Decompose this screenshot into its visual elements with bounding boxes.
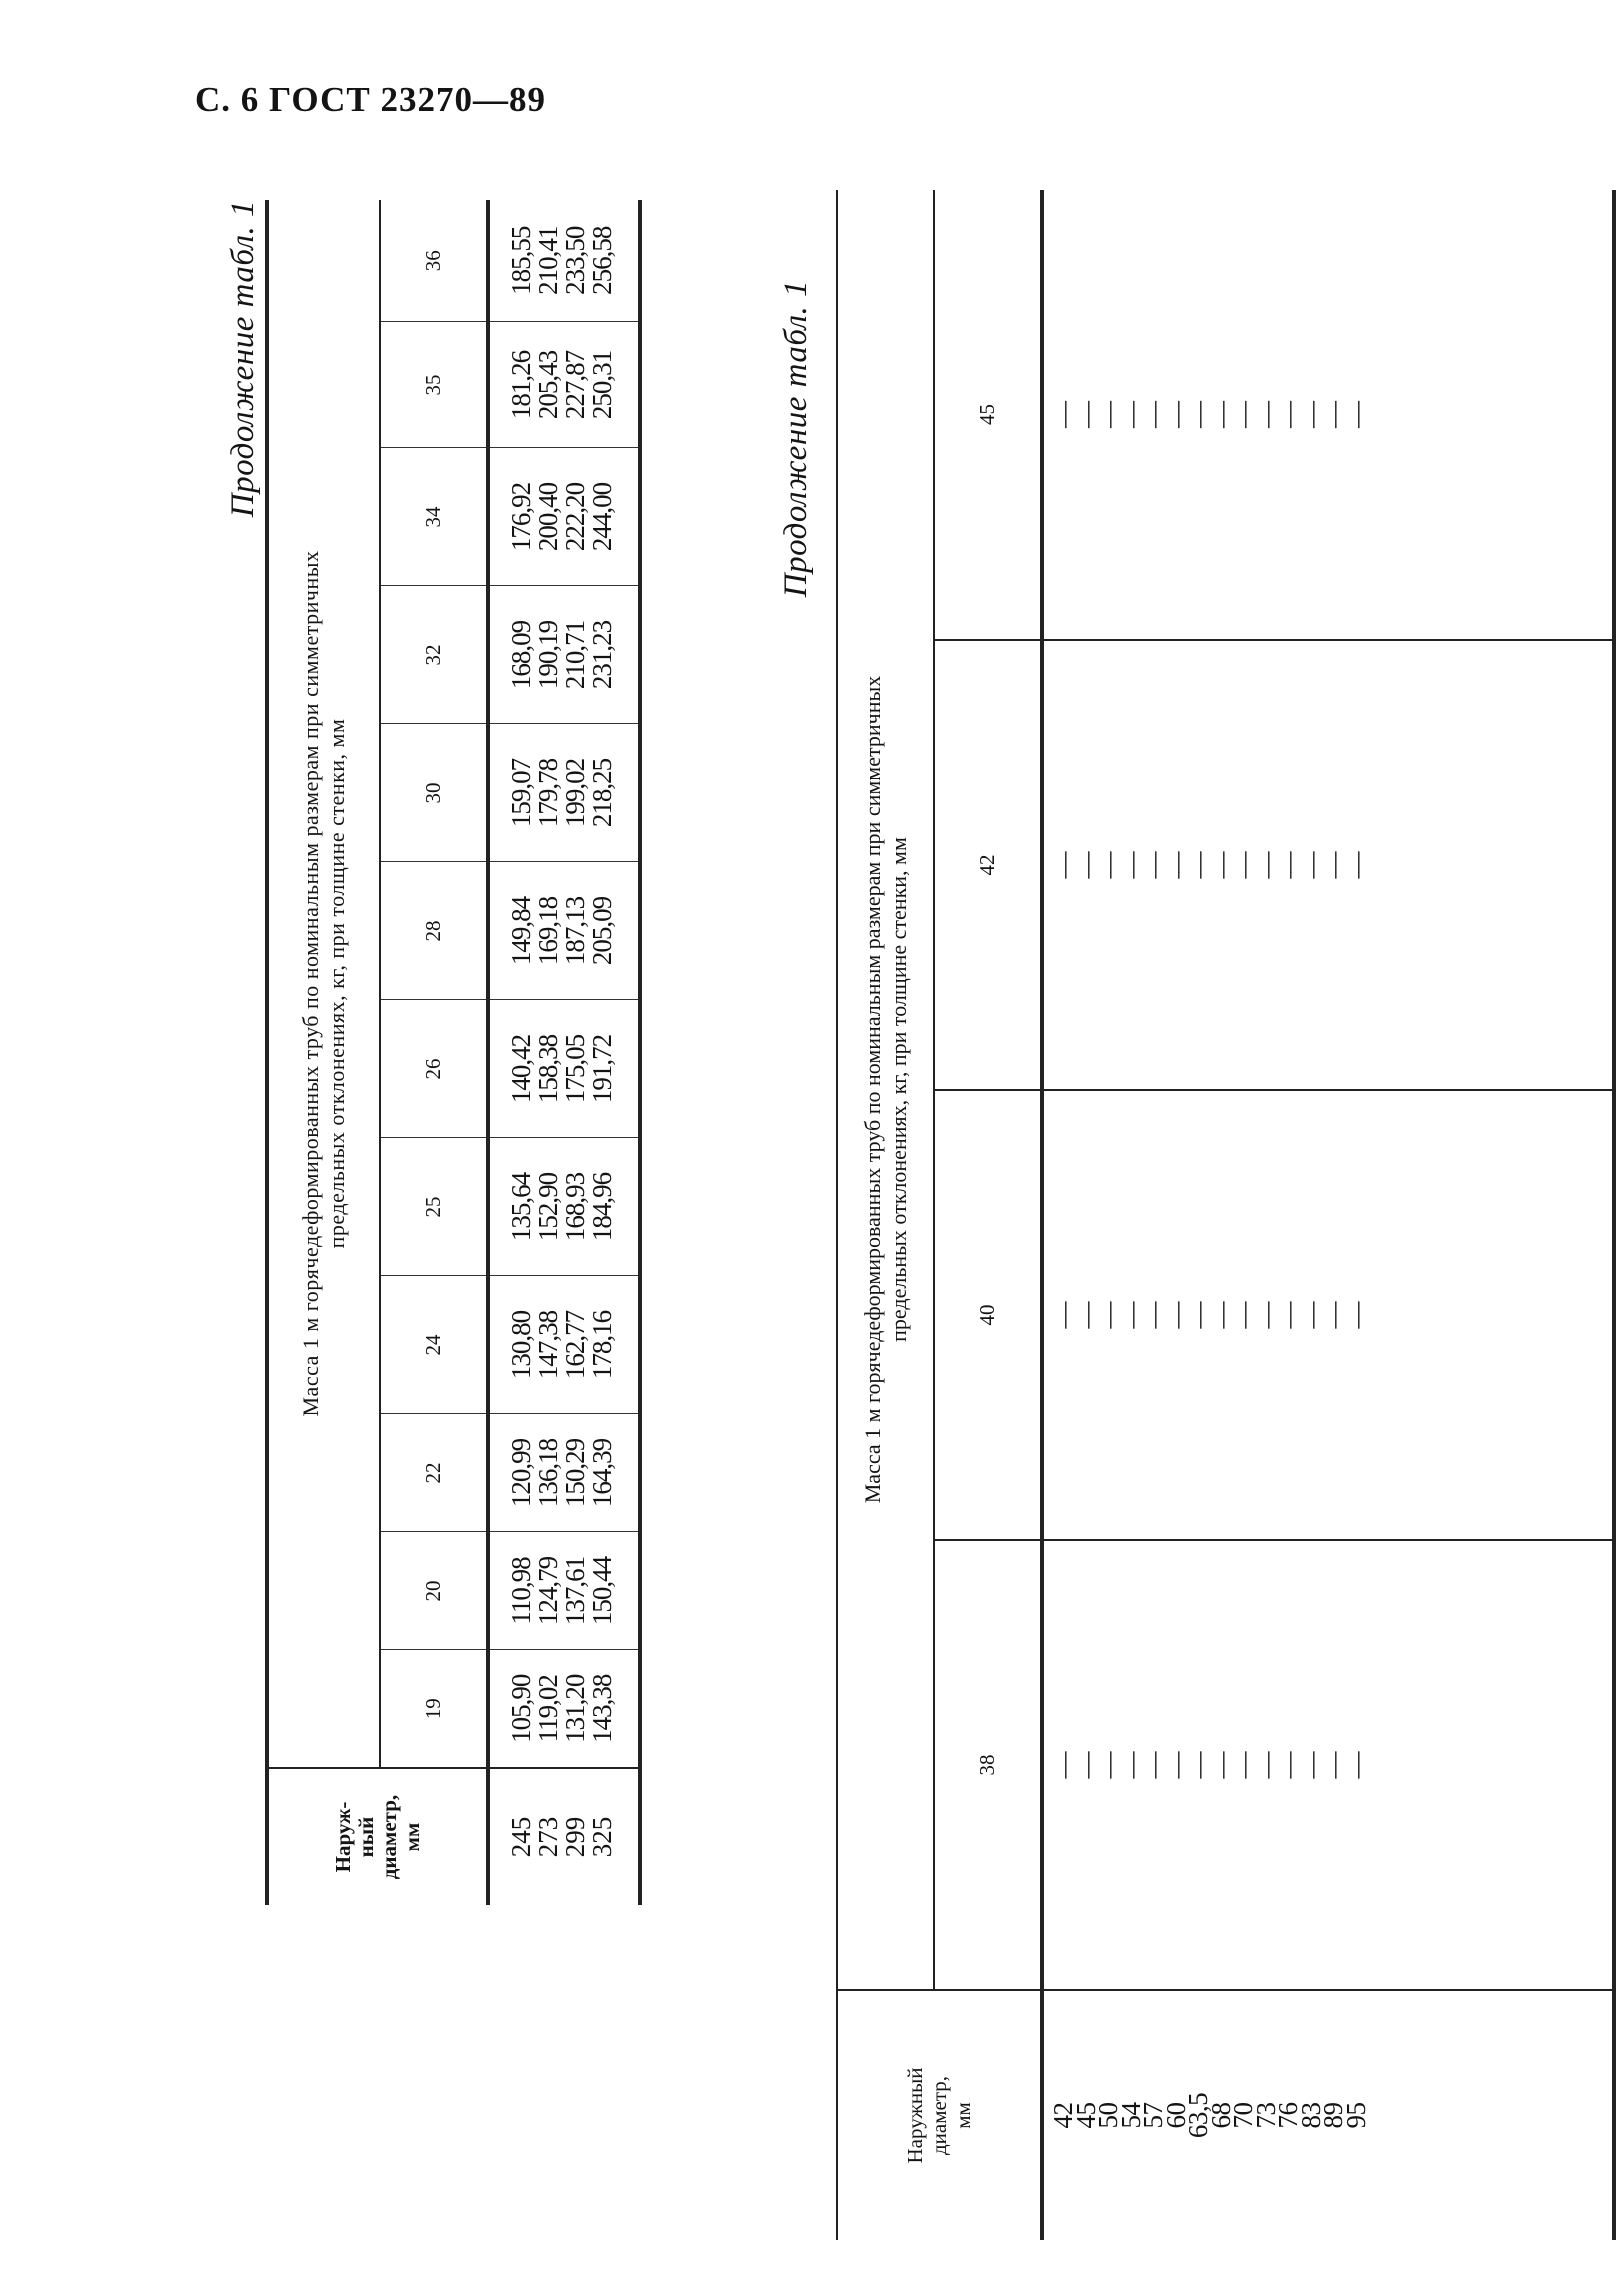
no-value-dash: — <box>1340 1301 1371 1329</box>
no-value-dash: — <box>1295 401 1326 428</box>
mass-value: 159,07 <box>506 758 536 828</box>
mass-cell <box>1044 1540 1614 1990</box>
diameter-value: 45 <box>1070 2102 1101 2129</box>
diameter-value: 68 <box>1205 2102 1236 2129</box>
mass-value: 200,40 <box>533 482 563 552</box>
mass-value: 105,90 <box>506 1674 536 1743</box>
no-value-dash: — <box>1250 1751 1281 1779</box>
diameter-value: 70 <box>1228 2102 1258 2129</box>
mass-value: 120,99 <box>506 1438 536 1508</box>
mass-value: 143,38 <box>587 1674 617 1743</box>
table-title: Масса 1 м горячедеформированных труб по номинальным размерам при симметричных предельных отклонениях, кг, при толщине стенки, мм <box>837 190 934 1990</box>
no-value-dash: — <box>1093 851 1123 879</box>
mass-value: 256,58 <box>587 226 617 295</box>
column-header: 32 <box>380 586 488 724</box>
no-value-dash: — <box>1273 401 1303 428</box>
no-value-dash: — <box>1138 401 1168 428</box>
mass-value: 191,72 <box>587 1034 617 1104</box>
diameter-value: 325 <box>587 1816 617 1858</box>
no-value-dash: — <box>1228 401 1258 428</box>
column-header: 19 <box>380 1650 488 1768</box>
mass-value: 164,39 <box>587 1438 617 1508</box>
mass-cell <box>488 200 640 322</box>
column-header: 40 <box>934 1090 1042 1540</box>
mass-value: 158,38 <box>533 1034 563 1104</box>
diameter-value: 83 <box>1295 2102 1326 2129</box>
mass-cell <box>488 1532 640 1650</box>
mass-value: 124,79 <box>533 1556 563 1626</box>
no-value-dash: — <box>1070 851 1101 879</box>
no-value-dash: — <box>1183 851 1213 879</box>
no-value-dash: — <box>1318 851 1348 879</box>
mass-value: 140,42 <box>506 1034 536 1104</box>
mass-value: 152,90 <box>533 1172 563 1242</box>
diameter-value: 60 <box>1160 2102 1191 2129</box>
no-value-dash: — <box>1183 1751 1213 1779</box>
mass-cell <box>488 1276 640 1414</box>
mass-cell <box>488 1650 640 1768</box>
diameter-value: 57 <box>1138 2102 1168 2129</box>
no-value-dash: — <box>1048 1301 1078 1329</box>
no-value-dash: — <box>1115 1301 1146 1329</box>
mass-value: 218,25 <box>587 758 617 828</box>
mass-table-1 <box>265 200 642 1905</box>
no-value-dash: — <box>1205 401 1236 428</box>
no-value-dash: — <box>1340 851 1371 879</box>
mass-value: 187,13 <box>560 896 590 966</box>
mass-value: 131,20 <box>560 1674 590 1743</box>
no-value-dash: — <box>1160 851 1191 879</box>
mass-value: 150,44 <box>587 1556 617 1626</box>
mass-value: 185,55 <box>506 226 536 295</box>
mass-value: 136,18 <box>533 1438 563 1508</box>
mass-value: 250,31 <box>587 350 617 420</box>
no-value-dash: — <box>1250 851 1281 879</box>
column-header: 42 <box>934 640 1042 1090</box>
mass-value: 162,77 <box>560 1310 590 1380</box>
mass-value: 179,78 <box>533 758 563 828</box>
no-value-dash: — <box>1318 1301 1348 1329</box>
mass-cell <box>1044 190 1614 640</box>
mass-cell <box>488 586 640 724</box>
diameter-value: 95 <box>1340 2102 1371 2129</box>
mass-value: 227,87 <box>560 350 590 420</box>
no-value-dash: — <box>1318 401 1348 428</box>
no-value-dash: — <box>1295 1751 1326 1779</box>
column-header: 45 <box>934 190 1042 640</box>
mass-value: 119,02 <box>533 1675 563 1743</box>
no-value-dash: — <box>1295 851 1326 879</box>
no-value-dash: — <box>1138 851 1168 879</box>
no-value-dash: — <box>1228 1301 1258 1329</box>
no-value-dash: — <box>1183 1301 1213 1329</box>
column-header: 38 <box>975 1754 999 1776</box>
no-value-dash: — <box>1160 1301 1191 1329</box>
mass-value: 205,09 <box>587 896 617 966</box>
page-header: С. 6 ГОСТ 23270—89 <box>195 80 546 119</box>
table-block-1 <box>225 200 615 1905</box>
no-value-dash: — <box>1093 1751 1123 1779</box>
mass-value: 190,19 <box>533 620 563 690</box>
no-value-dash: — <box>1205 1301 1236 1329</box>
diameter-value: 50 <box>1093 2102 1123 2129</box>
mass-cell <box>488 448 640 586</box>
mass-value: 231,23 <box>587 620 617 690</box>
diameter-value: 299 <box>560 1816 590 1858</box>
no-value-dash: — <box>1070 1751 1101 1779</box>
mass-value: 169,18 <box>533 896 563 966</box>
diameter-header: Наружный диаметр, мм <box>837 1990 1042 2240</box>
no-value-dash: — <box>1250 1301 1281 1329</box>
mass-value: 178,16 <box>587 1310 617 1380</box>
table-block-2 <box>778 190 1610 2240</box>
continuation-label: Продолжение табл. 1 <box>778 280 814 598</box>
diameter-value: 54 <box>1115 2102 1146 2129</box>
column-header: 28 <box>380 862 488 1000</box>
table-title: Масса 1 м горячедеформированных труб по номинальным размерам при симметричных предельных отклонениях, кг, при толщине стенки, мм <box>267 200 380 1768</box>
no-value-dash: — <box>1340 1751 1371 1779</box>
no-value-dash: — <box>1250 401 1281 428</box>
mass-cell <box>488 1138 640 1276</box>
mass-value: 110,98 <box>506 1557 536 1625</box>
column-header: 26 <box>380 1000 488 1138</box>
mass-value: 184,96 <box>587 1172 617 1242</box>
no-value-dash: — <box>1070 1301 1101 1329</box>
diameter-value: 245 <box>506 1816 536 1858</box>
no-value-dash: — <box>1273 851 1303 879</box>
diameter-header: Наруж- ный диаметр, мм <box>267 1768 488 1905</box>
no-value-dash: — <box>1183 401 1213 428</box>
no-value-dash: — <box>1093 1301 1123 1329</box>
no-value-dash: — <box>1093 401 1123 428</box>
column-header: 20 <box>380 1532 488 1650</box>
column-header: 30 <box>380 724 488 862</box>
mass-value: 233,50 <box>560 226 590 295</box>
no-value-dash: — <box>1138 1751 1168 1779</box>
diameter-value: 273 <box>533 1816 563 1858</box>
column-header: 36 <box>380 200 488 322</box>
no-value-dash: — <box>1048 401 1078 428</box>
no-value-dash: — <box>1228 851 1258 879</box>
no-value-dash: — <box>1228 1751 1258 1779</box>
mass-value: 137,61 <box>560 1556 590 1626</box>
mass-cell <box>1044 640 1614 1090</box>
no-value-dash: — <box>1070 401 1101 428</box>
column-header: 24 <box>380 1276 488 1414</box>
no-value-dash: — <box>1318 1751 1348 1779</box>
mass-cell <box>488 1000 640 1138</box>
diameter-value: 63,5 <box>1183 2092 1213 2139</box>
mass-value: 199,02 <box>560 758 590 828</box>
mass-cell <box>488 322 640 448</box>
diameter-value: 73 <box>1250 2102 1281 2129</box>
no-value-dash: — <box>1048 1751 1078 1779</box>
mass-value: 168,93 <box>560 1172 590 1242</box>
diameter-value: 89 <box>1318 2102 1348 2129</box>
no-value-dash: — <box>1205 851 1236 879</box>
mass-cell <box>1044 1090 1614 1540</box>
diameter-value: 42 <box>1048 2102 1078 2129</box>
no-value-dash: — <box>1048 851 1078 879</box>
column-header: 25 <box>380 1138 488 1276</box>
mass-value: 222,20 <box>560 482 590 552</box>
mass-value: 135,64 <box>506 1172 536 1242</box>
mass-value: 176,92 <box>506 482 536 552</box>
mass-value: 205,43 <box>533 350 563 420</box>
mass-value: 175,05 <box>560 1034 590 1104</box>
no-value-dash: — <box>1295 1301 1326 1329</box>
no-value-dash: — <box>1160 401 1191 428</box>
mass-value: 150,29 <box>560 1438 590 1508</box>
diameter-cell <box>1044 1990 1614 2240</box>
mass-value: 210,41 <box>533 226 563 295</box>
mass-cell <box>488 724 640 862</box>
mass-cell <box>488 1414 640 1532</box>
continuation-label: Продолжение табл. 1 <box>225 200 261 518</box>
no-value-dash: — <box>1115 851 1146 879</box>
no-value-dash: — <box>1138 1301 1168 1329</box>
mass-value: 168,09 <box>506 620 536 690</box>
column-header: 22 <box>380 1414 488 1532</box>
mass-value: 130,80 <box>506 1310 536 1380</box>
mass-value: 149,84 <box>506 896 536 966</box>
diameter-value: 76 <box>1273 2102 1303 2129</box>
no-value-dash: — <box>1340 401 1371 428</box>
no-value-dash: — <box>1115 401 1146 428</box>
mass-cell <box>488 862 640 1000</box>
no-value-dash: — <box>1273 1301 1303 1329</box>
mass-table-2 <box>836 190 1616 2240</box>
mass-value: 210,71 <box>560 620 590 690</box>
mass-value: 181,26 <box>506 350 536 420</box>
no-value-dash: — <box>1273 1751 1303 1779</box>
column-header: 35 <box>380 322 488 448</box>
mass-value: 244,00 <box>587 482 617 552</box>
no-value-dash: — <box>1205 1751 1236 1779</box>
no-value-dash: — <box>1160 1751 1191 1779</box>
diameter-cell <box>488 1768 640 1905</box>
no-value-dash: — <box>1115 1751 1146 1779</box>
mass-value: 147,38 <box>533 1310 563 1380</box>
column-header: 34 <box>380 448 488 586</box>
